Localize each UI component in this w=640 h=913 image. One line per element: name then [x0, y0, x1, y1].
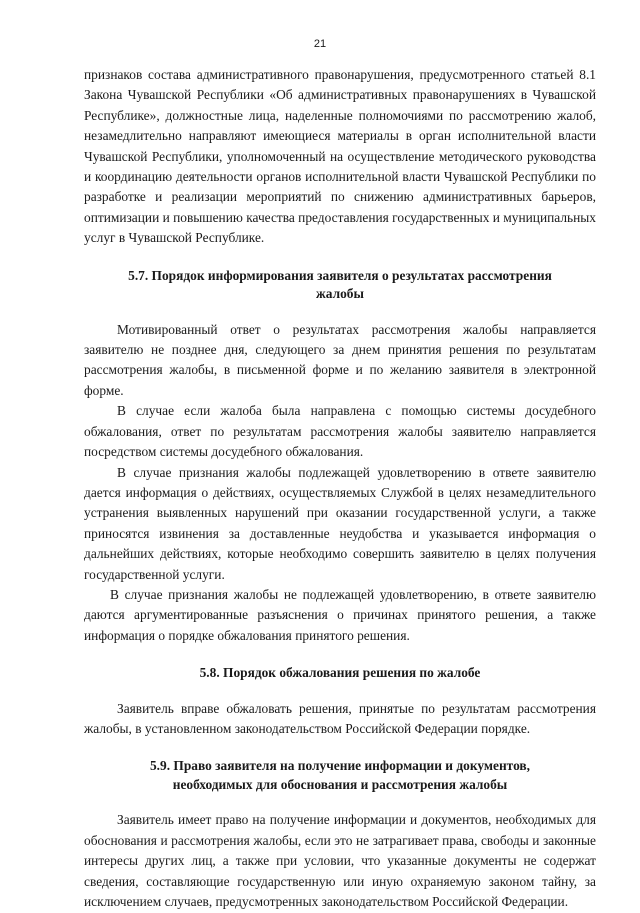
- section-5-7-title-line-1: 5.7. Порядок информирования заявителя о результатах рассмотрения: [128, 267, 552, 283]
- section-5-7-paragraph-2: В случае если жалоба была направлена с помощью системы досудебного обжалования, ответ по результатам рассмотрения жалобы заявителю направляется посредством системы досудебного обжалования.: [84, 403, 596, 460]
- document-body: [84, 65, 596, 913]
- section-5-7-paragraph-3: В случае признания жалобы подлежащей удовлетворению в ответе заявителю дается информация о действиях, осуществляемых Службой в целях незамедлительного устранения выявленных нарушений при оказании государственной услуги, а также приносятся извинения за доставленные неудобства и указывается информация о дальнейших действиях, которые необходимо совершить заявителю в целях получения государственной услуги.: [84, 464, 596, 582]
- section-5-9-paragraph-1: Заявитель имеет право на получение информации и документов, необходимых для обоснования и рассмотрения жалобы, если это не затрагивает права, свободы и законные интересы других лиц, а также при условии, что указанные документы не содержат сведения, составляющие государственную или иную охраняемую законом тайну, за исключением случаев, предусмотренных законодательством Российской Федерации.: [84, 812, 596, 910]
- section-5-7-title-line-2: жалобы: [316, 286, 364, 302]
- section-5-7-paragraph-4: В случае признания жалобы не подлежащей удовлетворению, в ответе заявителю даются аргументированные разъяснения о причинах принятого решения, а также информация о порядке обжалования принятого решения.: [84, 586, 596, 643]
- section-5-9-title-line-1: 5.9. Право заявителя на получение информации и документов,: [149, 758, 531, 774]
- section-5-7-paragraph-1: Мотивированный ответ о результатах рассмотрения жалобы направляется заявителю не позднее дня, следующего за днем принятия решения по результатам рассмотрения жалобы, в письменной форме и по желанию заявителя в электронной форме.: [84, 321, 596, 398]
- page-number: 21: [313, 38, 327, 50]
- section-5-9-title: [84, 757, 596, 794]
- section-5-8-title-line-1: 5.8. Порядок обжалования решения по жалобе: [199, 665, 481, 681]
- section-5-8-paragraph-1: Заявитель вправе обжаловать решения, принятые по результатам рассмотрения жалобы, в установленном законодательством Российской Федерации порядке.: [84, 700, 596, 737]
- intro-paragraph: признаков состава административного правонарушения, предусмотренного статьей 8.1 Закона Чувашской Республики «Об административных правонарушениях в Чувашской Республике», должностные лица, наделенные полномочиями по рассмотрению жалоб, незамедлительно направляют имеющиеся материалы в орган исполнительной власти Чувашской Республики, уполномоченный на осуществление методического руководства и координацию деятельности органов исполнительной власти Чувашской Республики по разработке и реализации мероприятий по снижению административных барьеров, оптимизации и повышению качества предоставления государственных и муниципальных услуг в Чувашской Республике.: [84, 67, 597, 246]
- section-5-7-title: [84, 267, 596, 304]
- section-5-9-title-line-2: необходимых для обоснования и рассмотрения жалобы: [172, 776, 508, 792]
- section-5-8-title: [84, 664, 596, 683]
